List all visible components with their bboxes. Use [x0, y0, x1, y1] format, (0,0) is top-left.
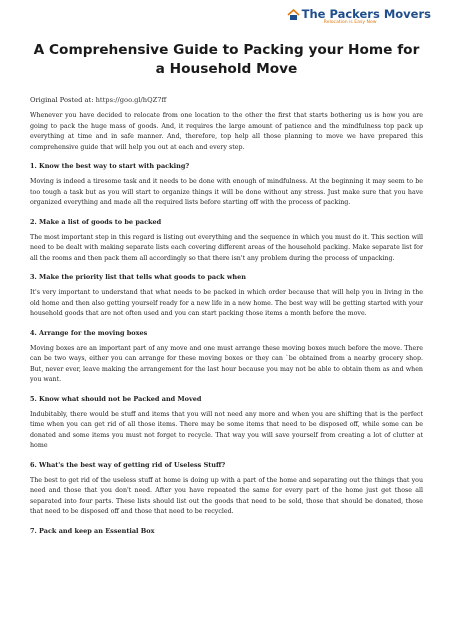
section-1	[30, 161, 423, 209]
section-heading: 3. Make the priority list that tells what goods to pack when	[30, 273, 247, 281]
section-heading: 6. What's the best way of getting rid of Useless Stuff?	[30, 460, 226, 469]
section-heading: 4. Arrange for the moving boxes	[30, 328, 148, 337]
posted-label: Original Posted at:	[30, 96, 94, 104]
site-logo	[287, 8, 431, 26]
section-2	[30, 217, 423, 265]
section-heading: 5. Know what should not be Packed and Moved	[30, 394, 202, 403]
section-paragraph: The best to get rid of the useless stuff at home is doing up with a part of the home and separating out the things that you need and those that you don't need. After you have repeated the same for every part of the home just get those all separated into four parts. These lists should list out the goods that need to be sold, those that should be donated, those that need to be disposed off and those that need to be recycled.	[30, 476, 423, 515]
section-6	[30, 460, 423, 518]
source-link[interactable]: https://goo.gl/hQZ7ff	[95, 96, 167, 104]
house-icon	[287, 9, 300, 21]
section-paragraph: It's very important to understand that what needs to be packed in which order because that will help you in living in the old home and then also getting yourself ready for a new life in a new home. The best way will be getting started with your household goods that are not often used and you can start packing those items a month before the move.	[30, 289, 423, 317]
posted-line	[30, 95, 423, 105]
section-paragraph: Indubitably, there would be stuff and items that you will not need any more and when you are shifting that is the perfect time when you can get rid of all those items. There may be some items that need to be disposed off, while some can be donated and some items you must not forget to recycle. That way you will save yourself from creating a lot of clutter at home	[30, 410, 423, 449]
section-heading: 2. Make a list of goods to be packed	[30, 217, 162, 226]
section-3	[30, 272, 423, 320]
section-paragraph: Moving is indeed a tiresome task and it needs to be done with enough of mindfulness. At the beginning it may seem to be too tough a task but as you will start to organize things it will be done without any stress. Just make sure that you have organized everything and made all the required lists before starting off with the process of packing.	[30, 178, 423, 206]
logo-name: The Packers Movers	[301, 7, 431, 21]
article-body	[30, 95, 423, 542]
section-heading: 1. Know the best way to start with packing?	[30, 162, 190, 170]
intro-paragraph: Whenever you have decided to relocate from one location to the other the first that starts bothering us is how you are going to pack the huge mass of goods. And, it requires the large amount of patience and the mindfulness top pack up everything at time and in safe manner. And, therefore, top help all those planning to move we have prepared this comprehensive guide that will help you out at each and every step.	[30, 112, 423, 151]
page-title: A Comprehensive Guide to Packing your Home for a Household Move	[33, 42, 420, 77]
section-paragraph: The most important step in this regard is listing out everything and the sequence in which you must do it. This section will need to be dealt with making separate lists each covering different areas of the household packing. Make separate list for all the rooms and then pack them all accordingly so that there isn't any problem during the process of unpacking.	[30, 233, 423, 262]
section-4	[30, 328, 423, 386]
section-paragraph: Moving boxes are an important part of any move and one must arrange these moving boxes much before the move. There can be two ways, either you can arrange for these moving boxes or they can `be obtained from a nearby grocery shop. But, never ever, leave making the arrangement for the last hour because you may not be able to obtain them as and when you want.	[30, 344, 423, 383]
logo-tagline: Relocation is Easy Now	[323, 20, 377, 25]
section-heading: 7. Pack and keep an Essential Box	[30, 526, 155, 535]
section-7	[30, 526, 423, 536]
section-5	[30, 394, 423, 452]
